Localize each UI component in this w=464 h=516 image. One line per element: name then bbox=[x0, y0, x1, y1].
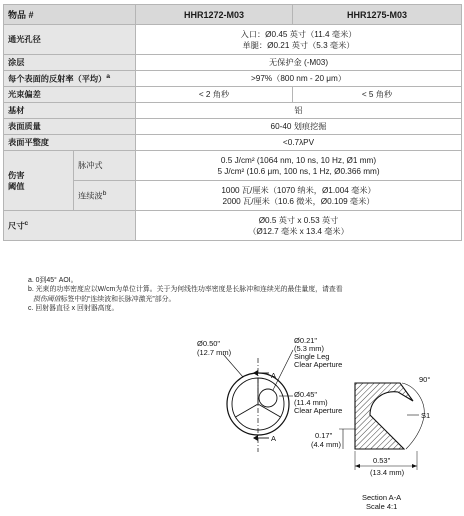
diameter-mm: (12.7 mm) bbox=[197, 348, 232, 357]
reflectance-label-text: 每个表面的反射率（平均） bbox=[8, 74, 107, 84]
pulsed-row bbox=[4, 151, 462, 181]
aperture-row bbox=[4, 25, 462, 55]
quality-label: 表面质量 bbox=[4, 119, 136, 135]
header-col2: HHR1275-M03 bbox=[293, 5, 462, 25]
coating-value: 无保护金 (-M03) bbox=[136, 55, 462, 71]
leg-mm: (5.3 mm) bbox=[294, 344, 324, 353]
aperture-line1: 入口：Ø0.45 英寸（11.4 毫米） bbox=[240, 29, 357, 39]
width-arrow-right bbox=[412, 464, 417, 468]
section-view bbox=[311, 375, 430, 511]
cw-line1: 1000 瓦/厘米（1070 纳米，Ø1.004 毫米） bbox=[221, 185, 376, 195]
deviation-value2: < 5 角秒 bbox=[293, 87, 462, 103]
footnote-a: a. 0到45° AOI。 bbox=[28, 277, 78, 284]
substrate-row bbox=[4, 103, 462, 119]
size-line2: （Ø12.7 毫米 x 13.4 毫米） bbox=[248, 226, 349, 236]
footnotes bbox=[28, 276, 458, 314]
header-row bbox=[4, 5, 462, 25]
aperture-line2: 单腿：Ø0.21 英寸（5.3 毫米） bbox=[242, 40, 355, 50]
size-label-text: 尺寸 bbox=[8, 221, 25, 231]
leg-text1: Single Leg bbox=[294, 352, 330, 361]
height-in: 0.17" bbox=[315, 431, 333, 440]
header-item: 物品 # bbox=[4, 5, 136, 25]
size-label bbox=[4, 211, 136, 241]
leg-in: Ø0.21" bbox=[294, 336, 318, 345]
leader-diameter bbox=[223, 354, 243, 377]
section-title: Section A-A bbox=[362, 493, 402, 502]
flatness-label: 表面平整度 bbox=[4, 135, 136, 151]
width-arrow-left bbox=[355, 464, 360, 468]
reflectance-value: >97%（800 nm - 20 μm） bbox=[136, 71, 462, 87]
size-row bbox=[4, 211, 462, 241]
aperture-mm: (11.4 mm) bbox=[294, 398, 328, 407]
substrate-value: 铝 bbox=[136, 103, 462, 119]
coating-row bbox=[4, 55, 462, 71]
edge-line-left bbox=[236, 404, 259, 417]
section-arrowhead-top bbox=[253, 370, 258, 376]
pulsed-line1: 0.5 J/cm² (1064 nm, 10 ns, 10 Hz, Ø1 mm) bbox=[220, 155, 377, 165]
pulsed-label: 脉冲式 bbox=[74, 151, 136, 181]
deviation-row bbox=[4, 87, 462, 103]
footnote-b2 bbox=[28, 295, 458, 304]
reflectance-sup: a bbox=[106, 72, 111, 80]
aperture-text: Clear Aperture bbox=[294, 406, 343, 415]
section-mark-bottom: A bbox=[271, 434, 277, 443]
height-mm: (4.4 mm) bbox=[311, 440, 341, 449]
size-sup: c bbox=[24, 219, 29, 227]
spec-table bbox=[3, 4, 462, 241]
coating-label: 涂层 bbox=[4, 55, 136, 71]
deviation-value1: < 2 角秒 bbox=[136, 87, 293, 103]
diameter-in: Ø0.50" bbox=[197, 339, 221, 348]
substrate-label: 基材 bbox=[4, 103, 136, 119]
section-arrowhead-bottom bbox=[253, 435, 258, 441]
size-value bbox=[136, 211, 462, 241]
header-col1: HHR1272-M03 bbox=[136, 5, 293, 25]
flatness-row bbox=[4, 135, 462, 151]
angle-label: 90° bbox=[419, 375, 431, 384]
cw-value bbox=[136, 181, 462, 211]
damage-label-line1: 伤害 bbox=[8, 170, 25, 180]
leg-text2: Clear Aperture bbox=[294, 360, 343, 369]
retroreflector-diagram bbox=[195, 330, 450, 514]
aperture-label: 通光孔径 bbox=[4, 25, 136, 55]
damage-label bbox=[4, 151, 74, 211]
footnote-b1: b. 光束的功率密度应以W/cm为单位计算。关于为何线性功率密度是长脉冲和连续光的最佳量度，请查看 bbox=[28, 286, 343, 294]
quality-row bbox=[4, 119, 462, 135]
deviation-label: 光束偏差 bbox=[4, 87, 136, 103]
section-mark-top: A bbox=[271, 371, 277, 380]
pulsed-line2: 5 J/cm² (10.6 μm, 100 ns, 1 Hz, Ø0.366 mm) bbox=[217, 166, 380, 176]
cw-sup: b bbox=[102, 189, 107, 197]
cw-label bbox=[74, 181, 136, 211]
surface-label: S1 bbox=[421, 411, 431, 420]
cw-label-text: 连续波 bbox=[78, 191, 103, 201]
width-mm: (13.4 mm) bbox=[370, 468, 405, 477]
size-line1: Ø0.5 英寸 x 0.53 英寸 bbox=[258, 215, 339, 225]
single-leg-circle bbox=[259, 389, 277, 407]
reflectance-label bbox=[4, 71, 136, 87]
cw-line2: 2000 瓦/厘米（10.6 微米，Ø0.109 毫米） bbox=[222, 196, 375, 206]
section-body bbox=[355, 383, 413, 449]
width-in: 0.53" bbox=[373, 456, 391, 465]
damage-label-line2: 阈值 bbox=[8, 181, 25, 191]
reflectance-row bbox=[4, 71, 462, 87]
pulsed-value bbox=[136, 151, 462, 181]
footnote-b2-italic: 损伤阈值 bbox=[33, 295, 61, 303]
footnote-b2-rest: 标签中的“连续波和长脉冲激光”部分。 bbox=[60, 295, 176, 303]
flatness-value: <0.7λPV bbox=[136, 135, 462, 151]
leader-leg bbox=[273, 350, 293, 390]
quality-value: 60-40 划痕挖掘 bbox=[136, 119, 462, 135]
aperture-value bbox=[136, 25, 462, 55]
section-scale: Scale 4:1 bbox=[366, 502, 398, 511]
aperture-in: Ø0.45" bbox=[294, 390, 318, 399]
footnote-c: c. 回射器直径 x 回射器高度。 bbox=[28, 305, 119, 313]
